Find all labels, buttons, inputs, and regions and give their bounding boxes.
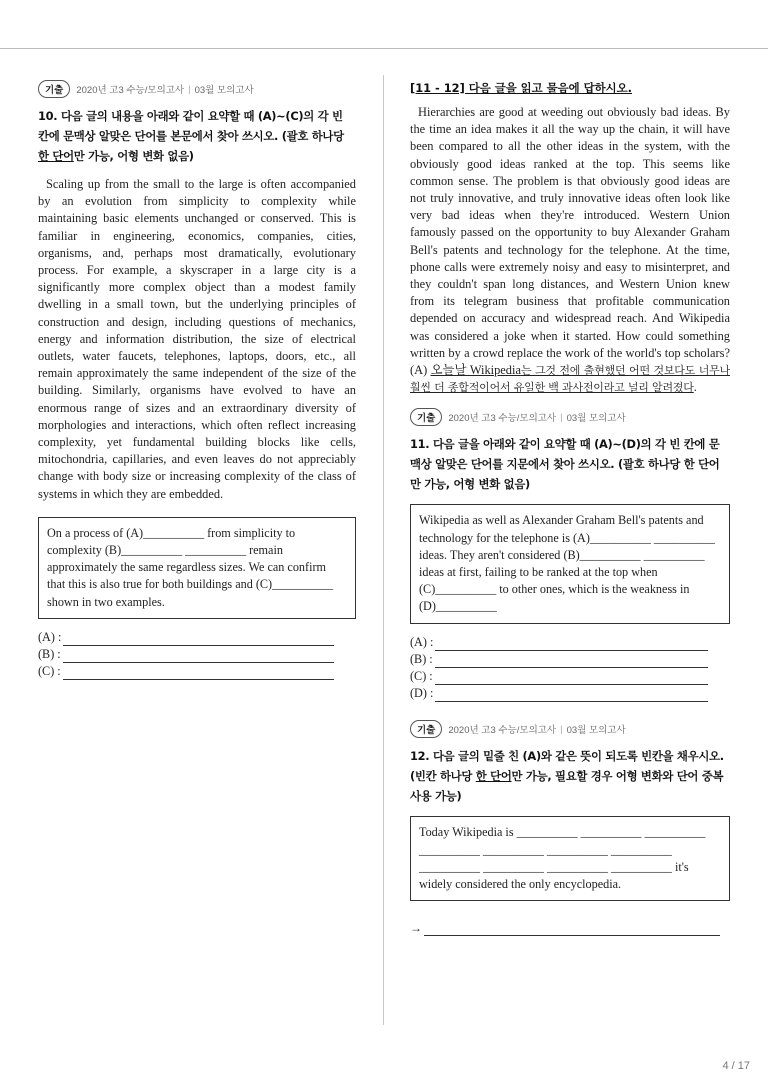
answer-line bbox=[435, 689, 708, 702]
exam-month: 03월 모의고사 bbox=[566, 725, 626, 737]
answer-label: (B) : bbox=[410, 651, 433, 666]
passage-text: Hierarchies are good at weeding out obviously bad ideas. By the time an idea makes it all the way up the chain, it will have been compared to all the other ideas in the system, with the obviously good ideas ranked at the top. This seems like common sense. The problem is that obviously good ideas are not truly innovative, and truly innovative ideas often look like very bad ideas when they're introduced. Western Union famously passed on the opportunity to buy Alexander Graham Bell's patents and technology for the telephone. At the time, phone calls were extremely noisy and easy to misinterpret, and they couldn't span long distances, and Western Union knew from its telegram business that profitable communication depended on accuracy and widespread reach. And Wikipedia was considered a joke when it started. How could something written by a crowd replace the work of the world's top scholars? (A) bbox=[410, 105, 730, 378]
question-source-line bbox=[410, 408, 730, 426]
answer-label: (C) : bbox=[410, 669, 433, 684]
answer-label: (A) : bbox=[410, 634, 434, 649]
question-10-summary-box: On a process of (A)__________ from simplicity to complexity (B)__________ __________ remain approximately the same regardless sizes. We can confirm that this is also true for both buildings and (C)__________ shown in two examples. bbox=[38, 517, 356, 619]
separator: | bbox=[188, 83, 191, 95]
exam-tag-badge: 기출 bbox=[410, 720, 442, 738]
passage-end: . bbox=[693, 380, 697, 395]
exam-source: 2020년 고3 수능/모의고사 bbox=[448, 725, 557, 737]
column-divider bbox=[383, 75, 384, 1025]
answer-row-b[interactable] bbox=[38, 646, 356, 663]
answer-row-a[interactable] bbox=[38, 629, 356, 646]
q10-passage-text: Scaling up from the small to the large is often accompanied by an evolution from simplicity to complexity while maintaining basic elements unchanged or conserved. This is familiar in engineering, economics, companies, cities, organisms, and, perhaps most dramatically, evolutionary process. For example, a skyscraper in a large city is a significantly more complex object than a modest family dwelling in a small town, but the underlying principles of construction and design, including questions of mechanics, energy and information distribution, the size of electrical outlets, water faucets, telephones, laptops, doors, etc., all remain approximately the same independent of the size of the building. Similarly, organisms have evolved to have an enormous range of sizes and an extraordinary diversity of morphologies and interactions, which often reflect increasing complexity, yet fundamental building blocks like cells, mitochondria, capillaries, and even leaves do not appreciably change with body size or increasing complexity of the class of systems in which they are embedded. bbox=[38, 177, 356, 501]
question-10-passage bbox=[38, 176, 356, 503]
question-source-line bbox=[410, 720, 730, 738]
exam-month: 03월 모의고사 bbox=[566, 413, 626, 425]
answer-line bbox=[435, 655, 708, 668]
question-12-box: Today Wikipedia is __________ __________ __________ __________ __________ __________ __________ __________ __________ __________ __________ it's widely considered the only encyclopedia. bbox=[410, 816, 730, 901]
answer-label: (C) : bbox=[38, 664, 61, 679]
exam-source: 2020년 고3 수능/모의고사 bbox=[448, 413, 557, 425]
answer-line bbox=[63, 633, 334, 646]
underlined-a-english: 오늘날 Wikipedia bbox=[430, 363, 521, 378]
question-12-answer-line[interactable] bbox=[410, 921, 730, 936]
question-11-title: 11. 다음 글을 아래와 같이 요약할 때 (A)~(D)의 각 빈 칸에 문맥상 알맞은 단어를 지문에서 찾아 쓰시오. (괄호 하나당 한 단어만 가능, 어형 변화 없음) bbox=[410, 437, 720, 492]
answer-line bbox=[63, 667, 334, 680]
question-10-answer-lines bbox=[38, 629, 356, 681]
question-11-answer-lines bbox=[410, 634, 730, 703]
answer-label: (B) : bbox=[38, 647, 61, 662]
answer-row-c[interactable] bbox=[410, 668, 730, 685]
q10-title-tail: 만 가능, 어형 변화 없음) bbox=[73, 149, 194, 163]
left-column bbox=[38, 80, 356, 680]
separator: | bbox=[560, 411, 563, 423]
answer-row-b[interactable] bbox=[410, 651, 730, 668]
arrow-icon: → bbox=[410, 921, 422, 936]
page-number: 4 / 17 bbox=[722, 1060, 750, 1072]
question-12-title bbox=[410, 746, 730, 806]
q12-title-tail: 만 가능, 필요할 경우 어형 변화와 단어 중복 사용 가능) bbox=[410, 769, 724, 804]
exam-month: 03월 모의고사 bbox=[194, 85, 254, 96]
answer-row-c[interactable] bbox=[38, 663, 356, 680]
question-source-line bbox=[38, 80, 356, 98]
answer-label: (A) : bbox=[38, 629, 62, 644]
underlined-a-korean: 는 그것 전에 출현했던 어떤 것보다도 너무나 훨씬 더 종합적이어서 유일한 백 과사전이라고 널리 알려졌다 bbox=[410, 364, 730, 395]
separator: | bbox=[560, 723, 563, 735]
answer-line bbox=[424, 923, 720, 936]
q10-title-text: 10. 다음 글의 내용을 아래와 같이 요약할 때 (A)~(C)의 각 빈 칸에 문맥상 알맞은 단어를 본문에서 찾아 쓰시오. (괄호 하나당 bbox=[38, 109, 344, 143]
q12-title-text: 12. 다음 글의 밑줄 친 (A)와 같은 뜻이 되도록 빈칸을 채우시오. (빈칸 하나당 bbox=[410, 749, 724, 784]
header-rule bbox=[0, 48, 768, 49]
answer-line bbox=[435, 638, 708, 651]
answer-line bbox=[63, 650, 334, 663]
exam-tag-badge: 기출 bbox=[38, 80, 70, 98]
question-11-summary-box: Wikipedia as well as Alexander Graham Bell's patents and technology for the telephone is (A)__________ __________ ideas. They aren't considered (B)__________ __________ ideas at first, failing to be ranked at the top when (C)__________ to other ones, which is the weakness in (D)__________ bbox=[410, 504, 730, 623]
exam-source: 2020년 고3 수능/모의고사 bbox=[76, 85, 185, 96]
exam-tag-badge: 기출 bbox=[410, 408, 442, 426]
q10-title-underline: 한 단어 bbox=[38, 149, 74, 163]
answer-line bbox=[435, 672, 708, 685]
passage-11-12 bbox=[410, 104, 730, 396]
section-title: [11 - 12] 다음 글을 읽고 물음에 답하시오. bbox=[410, 81, 632, 95]
answer-row-d[interactable] bbox=[410, 685, 730, 702]
question-10-title bbox=[38, 106, 356, 166]
q12-title-underline: 한 단어 bbox=[475, 769, 512, 784]
right-column bbox=[410, 80, 730, 936]
answer-label: (D) : bbox=[410, 686, 434, 701]
answer-row-a[interactable] bbox=[410, 634, 730, 651]
